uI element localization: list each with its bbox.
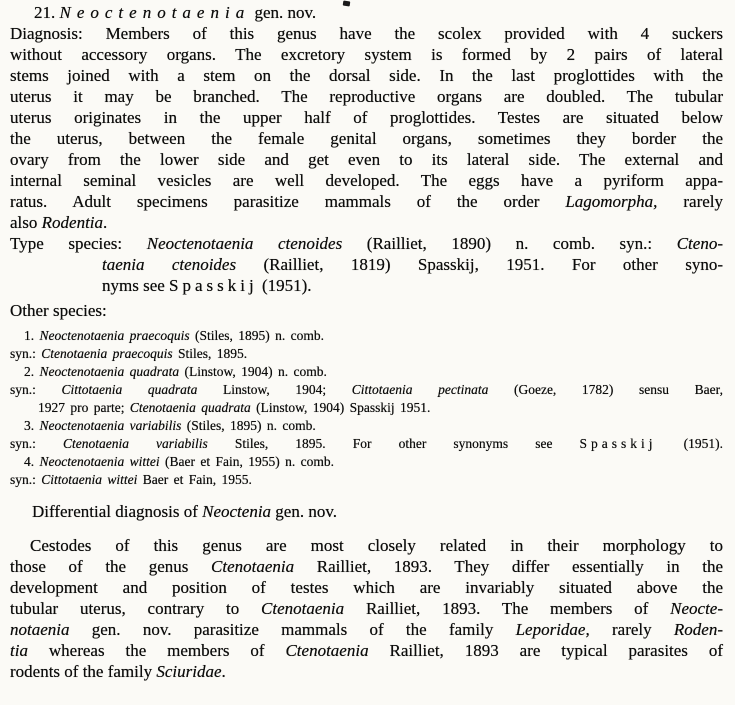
text-run: tubular uterus, contrary to [10,599,262,618]
text-line [10,2,723,23]
italic-text-run: Ctenotaenia [261,599,345,618]
italic-text-run: Neoctenotaenia variabilis [39,418,182,433]
text-line [10,170,723,191]
type-species-block [10,233,723,296]
italic-text-run: Roden- [673,620,723,639]
text-run: 21. [34,3,60,22]
text-line [10,661,723,682]
italic-text-run: Ctenotaenia [211,557,295,576]
text-run: gen. nov. [271,502,337,521]
text-run: 3. [24,418,40,433]
text-line [10,363,723,381]
differential-diagnosis-heading [10,501,723,522]
italic-text-run: Ctenotaenia [285,641,369,660]
text-run: Spasskij [579,436,657,451]
text-run: Baer et Fain, 1955. [137,472,252,487]
genus-heading [10,2,723,23]
text-line [10,300,723,321]
text-run: Differential diagnosis of [32,502,203,521]
italic-text-run: Cittotaenia pectinata [351,382,489,397]
text-run: rodents of the family [10,662,157,681]
italic-text-run: Ctenotaenia quadrata [129,400,251,415]
text-run: 4. [24,454,40,469]
text-run: Stiles, 1895. [172,346,248,361]
text-run: . [103,213,108,232]
text-run: (Stiles, 1895) n. comb. [189,328,324,343]
text-line [10,128,723,149]
text-run: 2. [24,364,40,379]
text-run: (Railliet, 1890) n. comb. syn.: [342,234,677,253]
text-line [10,212,723,233]
text-line [10,107,723,128]
text-line [10,501,723,522]
text-run: whereas the members of [27,641,286,660]
text-line [10,191,723,212]
text-line [10,149,723,170]
text-line [10,535,723,556]
text-run: ovary from the lower side and get even to its lateral side. The external and [10,150,723,169]
text-run: Spasskij [169,276,258,295]
text-run: Railliet, 1893. They differ essentially in the [294,557,723,576]
text-run: (Goeze, 1782) sensu Baer, [488,382,723,397]
text-line [10,254,723,275]
diagnosis-paragraph [10,23,723,233]
differential-diagnosis-paragraph [10,535,723,682]
italic-text-run: Neoctenotaenia ctenoides [146,234,343,253]
italic-text-run: Cittotaenia quadrata [61,382,198,397]
text-run: internal seminal vesicles are well developed. The eggs have a pyriform appa- [10,171,723,190]
text-line [10,453,723,471]
italic-text-run: Neoctenotaenia quadrata [39,364,180,379]
text-line [10,577,723,598]
text-run: Railliet, 1893 are typical parasites of [368,641,724,660]
italic-text-run: Neoctenotaenia [59,3,251,22]
text-run: also [10,213,42,232]
italic-text-run: Neocte- [670,599,723,618]
text-line [10,556,723,577]
italic-text-run: Ctenotaenia variabilis [62,436,208,451]
text-run: (Linstow, 1904) Spasskij 1951. [250,400,431,415]
italic-text-run: Rodentia [41,213,104,232]
other-species-label [10,300,723,321]
text-run: (1951). [656,436,723,451]
text-line [10,598,723,619]
text-line [10,619,723,640]
italic-text-run: Cteno- [676,234,723,253]
text-run: (Baer et Fain, 1955) n. comb. [159,454,334,469]
text-run: without accessory organs. The excretory system is formed by 2 pairs of lateral [10,45,723,64]
text-line [10,381,723,399]
italic-text-run: Ctenotaenia praecoquis [41,346,173,361]
text-line [10,435,723,453]
text-run: Type species: [10,234,147,253]
text-run: (Stiles, 1895) n. comb. [181,418,316,433]
italic-text-run: Neoctenotaenia praecoquis [39,328,190,343]
text-run: Other species: [10,301,107,320]
italic-text-run: Neoctenotaenia wittei [39,454,160,469]
italic-text-run: Sciuridae [156,662,222,681]
text-run: gen. nov. [250,3,317,22]
text-run: Linstow, 1904; [197,382,352,397]
text-run: Railliet, 1893. The members of [344,599,671,618]
text-run: ratus. Adult specimens parasitize mammals of the order [10,192,566,211]
italic-text-run: Cittotaenia wittei [41,472,138,487]
text-run: 1927 pro parte; [38,400,130,415]
text-line [10,640,723,661]
page-content [10,2,723,682]
italic-text-run: Neoctenia [202,502,272,521]
text-run: stems joined with a stem on the dorsal side. In the last proglottides with the [10,66,723,85]
text-run: (1951). [257,276,312,295]
text-run: Stiles, 1895. For other synonyms see [207,436,580,451]
text-run: rarely [589,620,674,639]
text-run: . [221,662,226,681]
text-run: syn.: [10,436,63,451]
text-line [10,417,723,435]
text-run: gen. nov. parasitize mammals of the family [69,620,516,639]
text-run: nyms see [102,276,170,295]
text-run: syn.: [10,472,42,487]
text-line [10,44,723,65]
text-run: (Railliet, 1819) Spasskij, 1951. For other syno- [236,255,723,274]
text-run: Cestodes of this genus are most closely related in their morphology to [30,536,723,555]
text-run: syn.: [10,346,42,361]
text-line [10,65,723,86]
italic-text-run: notaenia [10,620,70,639]
italic-text-run: taenia ctenoides [102,255,237,274]
text-line [10,275,723,296]
italic-text-run: Leporidae, [515,620,590,639]
text-run: uterus it may be branched. The reproductive organs are doubled. The tubular [10,87,723,106]
text-run: the uterus, between the female genital organs, sometimes they border the [10,129,723,148]
text-run: 1. [24,328,40,343]
text-run: uterus originates in the upper half of proglottides. Testes are situated below [10,108,723,127]
text-run: rarely [657,192,723,211]
italic-text-run: Lagomorpha, [565,192,658,211]
text-run: development and position of testes which are invariably situated above the [10,578,723,597]
text-line [10,23,723,44]
species-list [10,327,723,489]
italic-text-run: tia [10,641,28,660]
text-line [10,345,723,363]
text-line [10,233,723,254]
text-line [10,327,723,345]
text-line [10,399,723,417]
text-run: those of the genus [10,557,212,576]
text-run: (Linstow, 1904) n. comb. [179,364,327,379]
text-run: syn.: [10,382,62,397]
text-line [10,86,723,107]
text-line [10,471,723,489]
text-run: Diagnosis: Members of this genus have the scolex provided with 4 suckers [10,24,723,43]
